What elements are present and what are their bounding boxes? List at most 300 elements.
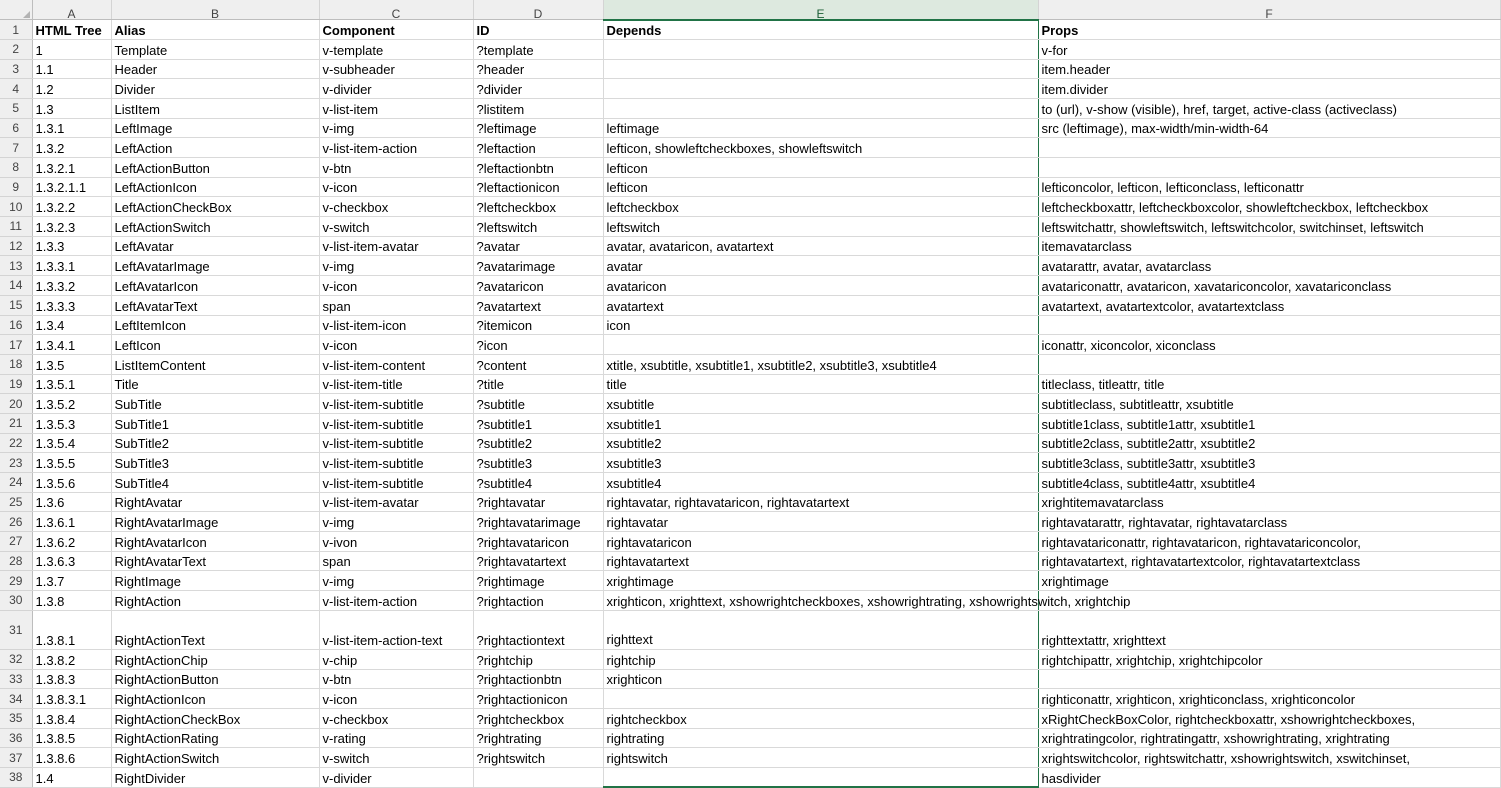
- table-cell[interactable]: ?avatartext: [473, 295, 603, 315]
- table-cell[interactable]: LeftAvatar: [111, 236, 319, 256]
- table-cell[interactable]: ?rightactionicon: [473, 689, 603, 709]
- table-cell[interactable]: leftcheckboxattr, leftcheckboxcolor, showleftcheckbox, leftcheckbox: [1038, 197, 1500, 217]
- table-cell[interactable]: [603, 59, 1038, 79]
- table-cell[interactable]: item.header: [1038, 59, 1500, 79]
- row-header[interactable]: 19: [0, 374, 32, 394]
- table-cell[interactable]: v-list-item-action: [319, 591, 473, 611]
- row-header[interactable]: 28: [0, 551, 32, 571]
- table-cell[interactable]: RightActionChip: [111, 649, 319, 669]
- table-cell[interactable]: v-divider: [319, 767, 473, 787]
- row-header[interactable]: 25: [0, 492, 32, 512]
- table-cell[interactable]: avatar: [603, 256, 1038, 276]
- table-cell[interactable]: LeftAvatarText: [111, 295, 319, 315]
- table-cell[interactable]: xrightratingcolor, rightratingattr, xshowrightrating, xrightrating: [1038, 728, 1500, 748]
- table-cell[interactable]: 1.3.6.2: [32, 532, 111, 552]
- row-header[interactable]: 22: [0, 433, 32, 453]
- table-cell[interactable]: RightActionRating: [111, 728, 319, 748]
- table-cell[interactable]: to (url), v-show (visible), href, target, active-class (activeclass): [1038, 98, 1500, 118]
- table-cell[interactable]: 1.3.3.3: [32, 295, 111, 315]
- table-cell[interactable]: xsubtitle4: [603, 473, 1038, 493]
- table-cell[interactable]: lefticoncolor, lefticon, lefticonclass, lefticonattr: [1038, 177, 1500, 197]
- table-cell[interactable]: ?rightcheckbox: [473, 708, 603, 728]
- table-cell[interactable]: ?title: [473, 374, 603, 394]
- table-cell[interactable]: v-list-item: [319, 98, 473, 118]
- table-cell[interactable]: title: [603, 374, 1038, 394]
- table-cell[interactable]: ?subtitle: [473, 394, 603, 414]
- table-cell[interactable]: SubTitle2: [111, 433, 319, 453]
- table-cell[interactable]: 1.3.3.2: [32, 276, 111, 296]
- table-cell[interactable]: 1.3.5: [32, 354, 111, 374]
- table-cell[interactable]: 1.3.3: [32, 236, 111, 256]
- table-cell[interactable]: [603, 689, 1038, 709]
- table-row: [0, 767, 1500, 787]
- table-cell[interactable]: 1.3.4: [32, 315, 111, 335]
- table-cell[interactable]: 1.3.6.1: [32, 512, 111, 532]
- table-row: [0, 748, 1500, 768]
- table-cell[interactable]: subtitle4class, subtitle4attr, xsubtitle4: [1038, 473, 1500, 493]
- row-header[interactable]: 33: [0, 669, 32, 689]
- table-cell[interactable]: v-img: [319, 256, 473, 276]
- table-cell[interactable]: [603, 335, 1038, 355]
- table-cell[interactable]: v-list-item-subtitle: [319, 433, 473, 453]
- row-header[interactable]: 9: [0, 177, 32, 197]
- row-header[interactable]: 8: [0, 158, 32, 178]
- table-cell[interactable]: subtitleclass, subtitleattr, xsubtitle: [1038, 394, 1500, 414]
- table-cell[interactable]: v-icon: [319, 177, 473, 197]
- table-cell[interactable]: v-list-item-content: [319, 354, 473, 374]
- table-cell[interactable]: Title: [111, 374, 319, 394]
- row-header[interactable]: 16: [0, 315, 32, 335]
- table-cell[interactable]: xrightitemavatarclass: [1038, 492, 1500, 512]
- table-cell[interactable]: avatartext, avatartextcolor, avatartextclass: [1038, 295, 1500, 315]
- table-cell[interactable]: v-list-item-icon: [319, 315, 473, 335]
- table-cell[interactable]: SubTitle1: [111, 413, 319, 433]
- table-cell[interactable]: ?rightaction: [473, 591, 603, 611]
- column-title-cell[interactable]: Props: [1038, 20, 1500, 40]
- table-cell[interactable]: [1038, 669, 1500, 689]
- grid-body: [0, 20, 1500, 787]
- row-header[interactable]: 36: [0, 728, 32, 748]
- row-header[interactable]: 34: [0, 689, 32, 709]
- table-row: [0, 197, 1500, 217]
- table-cell[interactable]: rightchipattr, xrightchip, xrightchipcolor: [1038, 649, 1500, 669]
- table-cell[interactable]: v-rating: [319, 728, 473, 748]
- table-cell[interactable]: ?listitem: [473, 98, 603, 118]
- table-cell[interactable]: rightavatar, rightavataricon, rightavatartext: [603, 492, 1038, 512]
- table-cell[interactable]: v-list-item-title: [319, 374, 473, 394]
- table-cell[interactable]: LeftActionIcon: [111, 177, 319, 197]
- table-cell[interactable]: rightswitch: [603, 748, 1038, 768]
- table-cell[interactable]: ?leftactionicon: [473, 177, 603, 197]
- table-cell[interactable]: 1.3.8.3.1: [32, 689, 111, 709]
- table-cell[interactable]: 1.3.5.1: [32, 374, 111, 394]
- table-cell[interactable]: v-list-item-action-text: [319, 610, 473, 649]
- table-cell[interactable]: ?subtitle1: [473, 413, 603, 433]
- table-cell[interactable]: ListItem: [111, 98, 319, 118]
- table-row: [0, 295, 1500, 315]
- table-cell[interactable]: 1.3.8.5: [32, 728, 111, 748]
- table-cell[interactable]: avatariconattr, avataricon, xavatariconcolor, xavatariconclass: [1038, 276, 1500, 296]
- table-cell[interactable]: ?rightactiontext: [473, 610, 603, 649]
- table-cell[interactable]: ?avataricon: [473, 276, 603, 296]
- row-header[interactable]: 11: [0, 217, 32, 237]
- table-cell[interactable]: v-for: [1038, 39, 1500, 59]
- table-cell[interactable]: ?template: [473, 39, 603, 59]
- table-cell[interactable]: ?rightavatar: [473, 492, 603, 512]
- table-cell[interactable]: LeftAvatarImage: [111, 256, 319, 276]
- table-row: [0, 610, 1500, 649]
- table-cell[interactable]: v-checkbox: [319, 708, 473, 728]
- table-cell[interactable]: v-divider: [319, 79, 473, 99]
- table-cell[interactable]: ?content: [473, 354, 603, 374]
- table-cell[interactable]: lefticon: [603, 177, 1038, 197]
- row-header[interactable]: 7: [0, 138, 32, 158]
- table-cell[interactable]: 1.3.8.3: [32, 669, 111, 689]
- table-cell[interactable]: ?rightavatartext: [473, 551, 603, 571]
- table-cell[interactable]: RightDivider: [111, 767, 319, 787]
- table-cell[interactable]: ListItemContent: [111, 354, 319, 374]
- table-cell[interactable]: righttextattr, xrighttext: [1038, 610, 1500, 649]
- table-cell[interactable]: 1: [32, 39, 111, 59]
- table-cell[interactable]: rightavatariconattr, rightavataricon, rightavatariconcolor,: [1038, 532, 1500, 552]
- table-cell[interactable]: rightavatartext: [603, 551, 1038, 571]
- table-cell[interactable]: RightActionIcon: [111, 689, 319, 709]
- table-cell[interactable]: v-template: [319, 39, 473, 59]
- table-cell[interactable]: rightavatar: [603, 512, 1038, 532]
- table-cell[interactable]: ?itemicon: [473, 315, 603, 335]
- table-cell[interactable]: item.divider: [1038, 79, 1500, 99]
- table-cell[interactable]: xrightimage: [1038, 571, 1500, 591]
- table-cell[interactable]: SubTitle4: [111, 473, 319, 493]
- table-cell[interactable]: itemavatarclass: [1038, 236, 1500, 256]
- table-cell[interactable]: ?subtitle2: [473, 433, 603, 453]
- column-title-cell[interactable]: Depends: [603, 20, 1038, 40]
- table-cell[interactable]: 1.3.2.1.1: [32, 177, 111, 197]
- table-cell[interactable]: ?rightactionbtn: [473, 669, 603, 689]
- table-row: [0, 669, 1500, 689]
- table-cell[interactable]: ?avatarimage: [473, 256, 603, 276]
- row-header[interactable]: 30: [0, 591, 32, 611]
- table-cell[interactable]: 1.3.6.3: [32, 551, 111, 571]
- table-cell[interactable]: v-icon: [319, 689, 473, 709]
- table-cell[interactable]: xtitle, xsubtitle, xsubtitle1, xsubtitle2, xsubtitle3, xsubtitle4: [603, 354, 1038, 374]
- row-header[interactable]: 12: [0, 236, 32, 256]
- table-cell[interactable]: xrighticon: [603, 669, 1038, 689]
- table-cell[interactable]: leftcheckbox: [603, 197, 1038, 217]
- table-cell[interactable]: [603, 98, 1038, 118]
- table-cell[interactable]: RightAvatarIcon: [111, 532, 319, 552]
- table-cell[interactable]: righticonattr, xrighticon, xrighticonclass, xrighticoncolor: [1038, 689, 1500, 709]
- table-cell[interactable]: 1.3.5.4: [32, 433, 111, 453]
- table-cell[interactable]: 1.3.2.3: [32, 217, 111, 237]
- table-cell[interactable]: ?subtitle3: [473, 453, 603, 473]
- table-row: [0, 551, 1500, 571]
- table-cell[interactable]: v-list-item-subtitle: [319, 394, 473, 414]
- table-cell[interactable]: 1.3.3.1: [32, 256, 111, 276]
- row-header[interactable]: 5: [0, 98, 32, 118]
- table-cell[interactable]: 1.3.8.6: [32, 748, 111, 768]
- table-cell[interactable]: rightavataricon: [603, 532, 1038, 552]
- row-header[interactable]: 17: [0, 335, 32, 355]
- row-header[interactable]: 10: [0, 197, 32, 217]
- header-row: [0, 20, 1500, 40]
- table-cell[interactable]: avatartext: [603, 295, 1038, 315]
- row-header[interactable]: 23: [0, 453, 32, 473]
- table-cell[interactable]: ?rightavatarimage: [473, 512, 603, 532]
- table-cell[interactable]: avatar, avataricon, avatartext: [603, 236, 1038, 256]
- table-cell[interactable]: ?leftimage: [473, 118, 603, 138]
- row-header[interactable]: 2: [0, 39, 32, 59]
- row-header[interactable]: 26: [0, 512, 32, 532]
- table-cell[interactable]: v-icon: [319, 276, 473, 296]
- table-cell[interactable]: leftswitch: [603, 217, 1038, 237]
- table-cell[interactable]: v-btn: [319, 158, 473, 178]
- row-header[interactable]: 14: [0, 276, 32, 296]
- table-cell[interactable]: ?divider: [473, 79, 603, 99]
- row-header[interactable]: 29: [0, 571, 32, 591]
- table-cell[interactable]: ?rightimage: [473, 571, 603, 591]
- table-cell[interactable]: 1.1: [32, 59, 111, 79]
- table-cell[interactable]: ?icon: [473, 335, 603, 355]
- table-cell[interactable]: RightAvatarText: [111, 551, 319, 571]
- table-row: [0, 708, 1500, 728]
- table-cell[interactable]: ?subtitle4: [473, 473, 603, 493]
- table-cell[interactable]: iconattr, xiconcolor, xiconclass: [1038, 335, 1500, 355]
- table-cell[interactable]: v-img: [319, 118, 473, 138]
- table-cell[interactable]: v-list-item-avatar: [319, 236, 473, 256]
- table-cell[interactable]: avataricon: [603, 276, 1038, 296]
- table-cell[interactable]: v-list-item-subtitle: [319, 453, 473, 473]
- table-cell[interactable]: RightAction: [111, 591, 319, 611]
- table-cell[interactable]: 1.3.8.2: [32, 649, 111, 669]
- table-cell[interactable]: xsubtitle1: [603, 413, 1038, 433]
- table-cell[interactable]: v-list-item-action: [319, 138, 473, 158]
- table-cell[interactable]: [603, 767, 1038, 787]
- table-cell[interactable]: v-img: [319, 571, 473, 591]
- table-cell[interactable]: leftswitchattr, showleftswitch, leftswitchcolor, switchinset, leftswitch: [1038, 217, 1500, 237]
- table-cell[interactable]: Template: [111, 39, 319, 59]
- table-cell[interactable]: v-checkbox: [319, 197, 473, 217]
- row-header[interactable]: 18: [0, 354, 32, 374]
- table-cell[interactable]: v-chip: [319, 649, 473, 669]
- row-header[interactable]: 32: [0, 649, 32, 669]
- table-cell[interactable]: RightAvatar: [111, 492, 319, 512]
- table-row: [0, 315, 1500, 335]
- table-cell[interactable]: 1.3.1: [32, 118, 111, 138]
- table-row: [0, 79, 1500, 99]
- table-cell[interactable]: ?rightrating: [473, 728, 603, 748]
- table-cell[interactable]: 1.4: [32, 767, 111, 787]
- table-cell[interactable]: xsubtitle3: [603, 453, 1038, 473]
- table-cell[interactable]: v-icon: [319, 335, 473, 355]
- table-cell[interactable]: v-list-item-subtitle: [319, 473, 473, 493]
- select-all-icon: [23, 11, 30, 18]
- column-header-e[interactable]: E: [603, 0, 1038, 20]
- table-cell[interactable]: Header: [111, 59, 319, 79]
- table-cell[interactable]: SubTitle3: [111, 453, 319, 473]
- table-row: [0, 532, 1500, 552]
- row-header[interactable]: 24: [0, 473, 32, 493]
- table-row: [0, 39, 1500, 59]
- table-row: [0, 492, 1500, 512]
- table-cell[interactable]: v-btn: [319, 669, 473, 689]
- table-cell[interactable]: [603, 39, 1038, 59]
- table-cell[interactable]: LeftIcon: [111, 335, 319, 355]
- table-cell[interactable]: ?rightswitch: [473, 748, 603, 768]
- table-row: [0, 98, 1500, 118]
- row-header[interactable]: 13: [0, 256, 32, 276]
- column-title-cell[interactable]: ID: [473, 20, 603, 40]
- table-cell[interactable]: rightavatartext, rightavatartextcolor, rightavatartextclass: [1038, 551, 1500, 571]
- table-cell[interactable]: 1.3.8.4: [32, 708, 111, 728]
- table-cell[interactable]: LeftAvatarIcon: [111, 276, 319, 296]
- table-cell[interactable]: subtitle3class, subtitle3attr, xsubtitle3: [1038, 453, 1500, 473]
- table-cell[interactable]: RightAvatarImage: [111, 512, 319, 532]
- table-cell[interactable]: rightcheckbox: [603, 708, 1038, 728]
- table-cell[interactable]: RightActionSwitch: [111, 748, 319, 768]
- table-cell[interactable]: RightActionText: [111, 610, 319, 649]
- table-row: [0, 453, 1500, 473]
- table-cell[interactable]: 1.3.2.2: [32, 197, 111, 217]
- row-header[interactable]: 6: [0, 118, 32, 138]
- table-cell[interactable]: ?leftaction: [473, 138, 603, 158]
- column-title-cell[interactable]: Component: [319, 20, 473, 40]
- table-cell[interactable]: titleclass, titleattr, title: [1038, 374, 1500, 394]
- row-header[interactable]: 20: [0, 394, 32, 414]
- table-cell[interactable]: [1038, 354, 1500, 374]
- table-cell[interactable]: xrightswitchcolor, rightswitchattr, xshowrightswitch, xswitchinset,: [1038, 748, 1500, 768]
- row-header[interactable]: 15: [0, 295, 32, 315]
- table-cell[interactable]: 1.3.8.1: [32, 610, 111, 649]
- table-cell[interactable]: src (leftimage), max-width/min-width-64: [1038, 118, 1500, 138]
- table-cell[interactable]: LeftActionButton: [111, 158, 319, 178]
- table-cell[interactable]: v-ivon: [319, 532, 473, 552]
- row-header[interactable]: 31: [0, 610, 32, 649]
- table-cell[interactable]: ?avatar: [473, 236, 603, 256]
- table-cell[interactable]: LeftImage: [111, 118, 319, 138]
- table-row: [0, 473, 1500, 493]
- row-header[interactable]: 35: [0, 708, 32, 728]
- table-cell[interactable]: SubTitle: [111, 394, 319, 414]
- table-cell[interactable]: ?leftswitch: [473, 217, 603, 237]
- table-cell[interactable]: rightchip: [603, 649, 1038, 669]
- column-header-b[interactable]: B: [111, 0, 319, 20]
- table-cell[interactable]: hasdivider: [1038, 767, 1500, 787]
- row-header[interactable]: 37: [0, 748, 32, 768]
- row-header[interactable]: 38: [0, 767, 32, 787]
- table-row: [0, 394, 1500, 414]
- table-cell[interactable]: 1.3.5.5: [32, 453, 111, 473]
- table-cell[interactable]: [1038, 158, 1500, 178]
- table-row: [0, 138, 1500, 158]
- table-cell[interactable]: lefticon, showleftcheckboxes, showleftswitch: [603, 138, 1038, 158]
- table-cell[interactable]: 1.3.7: [32, 571, 111, 591]
- table-cell[interactable]: 1.3.5.6: [32, 473, 111, 493]
- table-cell[interactable]: subtitle2class, subtitle2attr, xsubtitle2: [1038, 433, 1500, 453]
- table-cell[interactable]: rightrating: [603, 728, 1038, 748]
- table-cell[interactable]: ?rightchip: [473, 649, 603, 669]
- table-cell[interactable]: RightImage: [111, 571, 319, 591]
- table-cell[interactable]: avatarattr, avatar, avatarclass: [1038, 256, 1500, 276]
- table-cell[interactable]: xrighticon, xrighttext, xshowrightcheckboxes, xshowrightrating, xshowrightswitch, xrightchip: [603, 591, 1038, 611]
- table-cell[interactable]: 1.3.4.1: [32, 335, 111, 355]
- table-cell[interactable]: RightActionButton: [111, 669, 319, 689]
- column-header-f[interactable]: F: [1038, 0, 1500, 20]
- table-cell[interactable]: ?leftactionbtn: [473, 158, 603, 178]
- table-cell[interactable]: v-list-item-avatar: [319, 492, 473, 512]
- table-cell[interactable]: 1.3.5.3: [32, 413, 111, 433]
- table-cell[interactable]: righttext: [603, 610, 1038, 649]
- table-row: [0, 256, 1500, 276]
- table-cell[interactable]: v-subheader: [319, 59, 473, 79]
- table-cell[interactable]: ?rightavataricon: [473, 532, 603, 552]
- table-cell[interactable]: 1.3: [32, 98, 111, 118]
- table-cell[interactable]: [473, 767, 603, 787]
- table-cell[interactable]: LeftItemIcon: [111, 315, 319, 335]
- table-cell[interactable]: [1038, 315, 1500, 335]
- table-cell[interactable]: rightavatarattr, rightavatar, rightavatarclass: [1038, 512, 1500, 532]
- column-title-cell[interactable]: HTML Tree: [32, 20, 111, 40]
- table-cell[interactable]: 1.3.8: [32, 591, 111, 611]
- table-row: [0, 433, 1500, 453]
- table-cell[interactable]: LeftAction: [111, 138, 319, 158]
- table-cell[interactable]: RightActionCheckBox: [111, 708, 319, 728]
- table-cell[interactable]: span: [319, 295, 473, 315]
- table-cell[interactable]: v-switch: [319, 748, 473, 768]
- table-row: [0, 413, 1500, 433]
- table-cell[interactable]: 1.3.2: [32, 138, 111, 158]
- table-cell[interactable]: ?header: [473, 59, 603, 79]
- table-cell[interactable]: LeftActionSwitch: [111, 217, 319, 237]
- table-cell[interactable]: xRightCheckBoxColor, rightcheckboxattr, xshowrightcheckboxes,: [1038, 708, 1500, 728]
- table-cell[interactable]: 1.3.5.2: [32, 394, 111, 414]
- table-cell[interactable]: ?leftcheckbox: [473, 197, 603, 217]
- table-row: [0, 649, 1500, 669]
- table-cell[interactable]: leftimage: [603, 118, 1038, 138]
- column-header-d[interactable]: D: [473, 0, 603, 20]
- table-row: [0, 177, 1500, 197]
- table-cell[interactable]: v-img: [319, 512, 473, 532]
- table-cell[interactable]: 1.3.6: [32, 492, 111, 512]
- table-cell[interactable]: Divider: [111, 79, 319, 99]
- row-header[interactable]: 21: [0, 413, 32, 433]
- table-cell[interactable]: v-list-item-subtitle: [319, 413, 473, 433]
- table-cell[interactable]: icon: [603, 315, 1038, 335]
- table-cell[interactable]: span: [319, 551, 473, 571]
- table-cell[interactable]: subtitle1class, subtitle1attr, xsubtitle1: [1038, 413, 1500, 433]
- table-cell[interactable]: xsubtitle: [603, 394, 1038, 414]
- table-cell[interactable]: v-switch: [319, 217, 473, 237]
- table-cell[interactable]: xrightimage: [603, 571, 1038, 591]
- column-title-cell[interactable]: Alias: [111, 20, 319, 40]
- row-header[interactable]: 3: [0, 59, 32, 79]
- row-header[interactable]: 1: [0, 20, 32, 40]
- column-header-a[interactable]: A: [32, 0, 111, 20]
- table-cell[interactable]: [603, 79, 1038, 99]
- row-header[interactable]: 4: [0, 79, 32, 99]
- table-cell[interactable]: 1.2: [32, 79, 111, 99]
- table-cell[interactable]: xsubtitle2: [603, 433, 1038, 453]
- row-header[interactable]: 27: [0, 532, 32, 552]
- table-cell[interactable]: LeftActionCheckBox: [111, 197, 319, 217]
- table-cell[interactable]: lefticon: [603, 158, 1038, 178]
- table-cell[interactable]: [1038, 138, 1500, 158]
- table-row: [0, 118, 1500, 138]
- column-header-row: [0, 0, 1500, 20]
- table-cell[interactable]: 1.3.2.1: [32, 158, 111, 178]
- column-header-c[interactable]: C: [319, 0, 473, 20]
- select-all-corner[interactable]: [0, 0, 32, 20]
